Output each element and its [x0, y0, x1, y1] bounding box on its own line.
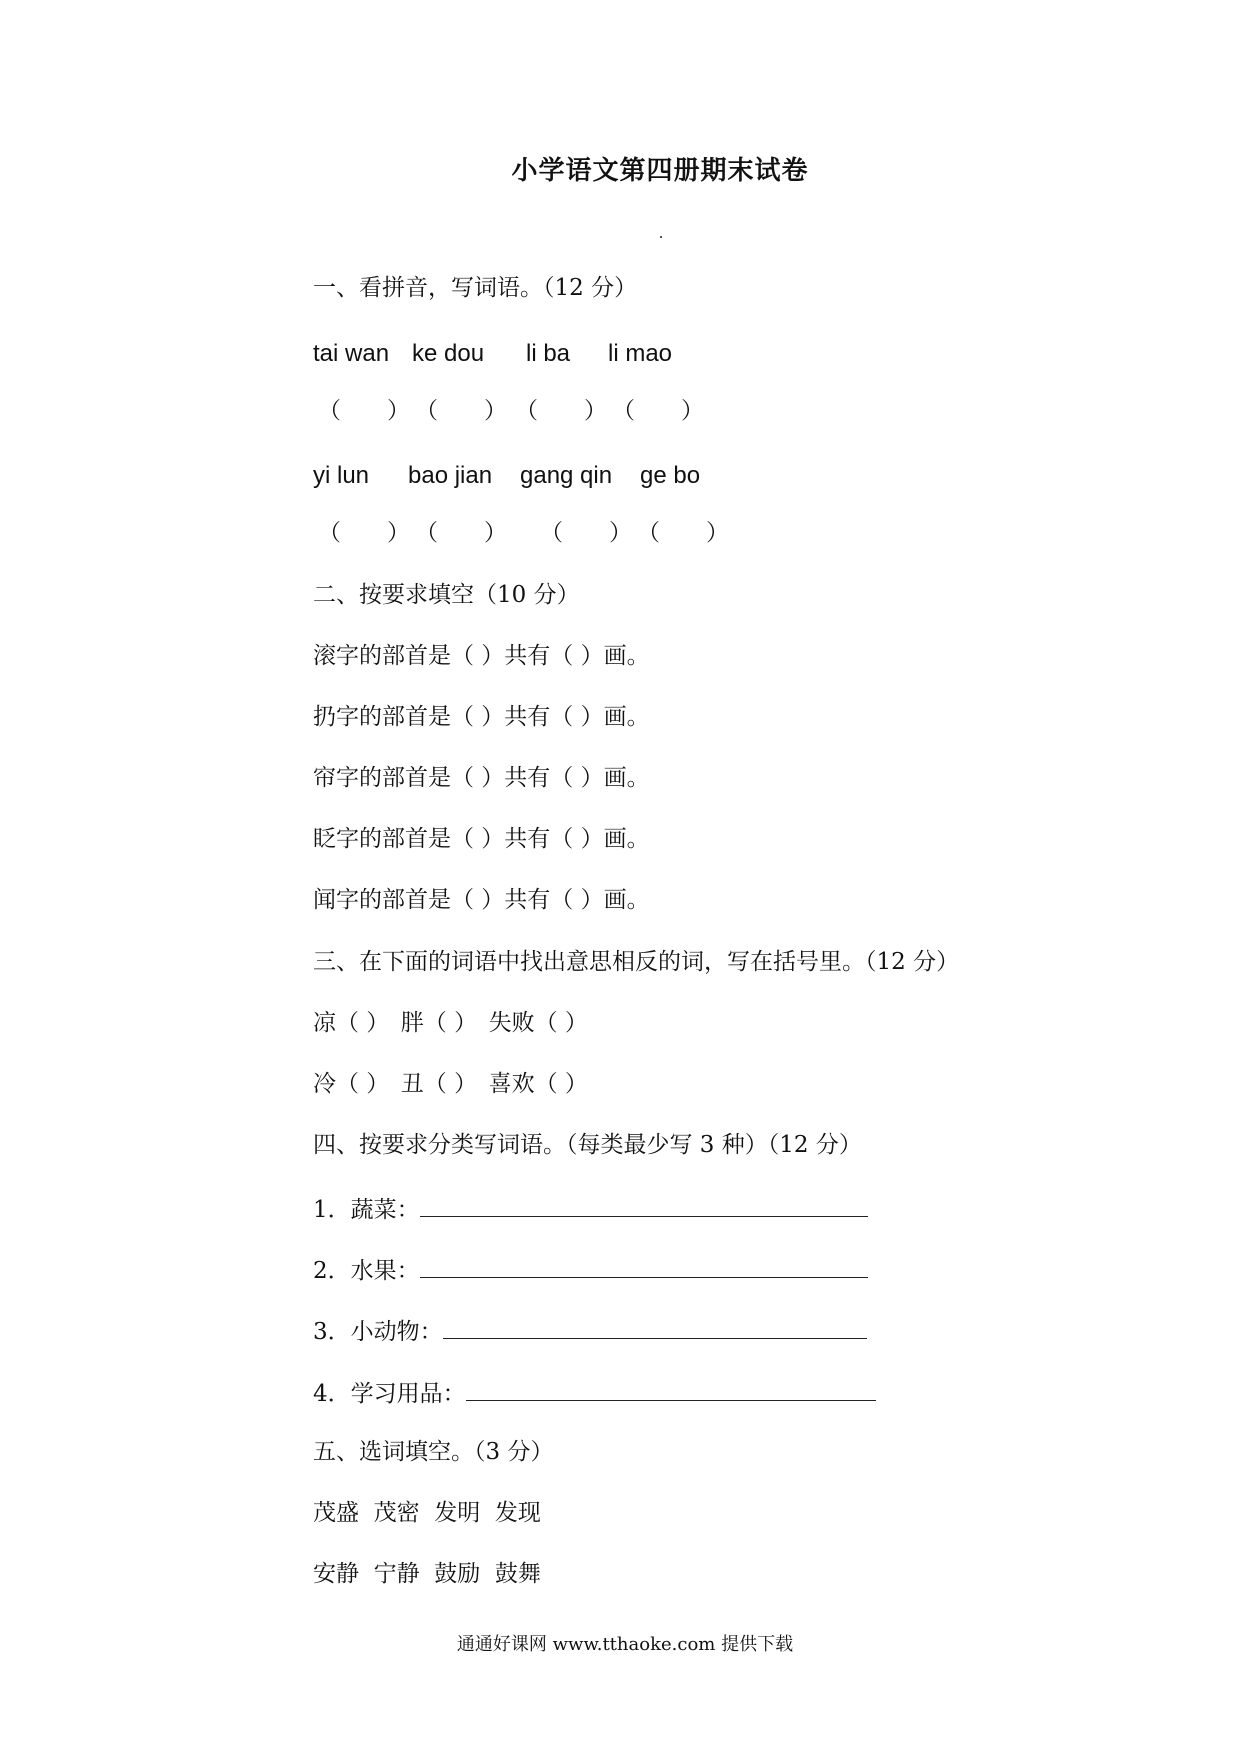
answer-paren-3: （ ） — [515, 398, 607, 424]
category-label: 3．小动物： — [313, 1319, 443, 1345]
pinyin-5: yi lun — [313, 462, 370, 489]
answer-line — [443, 1318, 867, 1339]
radical-item-2: 扔字的部首是（ ）共有（ ）画。 — [313, 704, 650, 730]
answer-line — [420, 1196, 868, 1217]
answer-paren-6: （ ） — [415, 520, 507, 546]
answer-paren-5: （ ） — [318, 520, 410, 546]
pinyin-2: ke dou — [412, 340, 485, 367]
radical-item-3: 帘字的部首是（ ）共有（ ）画。 — [313, 765, 650, 791]
pinyin-7: gang qin — [520, 462, 613, 489]
category-animals — [313, 1318, 867, 1344]
category-fruits — [313, 1257, 868, 1283]
section1-heading: 一、看拼音，写词语。（12 分） — [313, 275, 638, 301]
answer-paren-2: （ ） — [415, 398, 507, 424]
word-bank-row-2: 安静 宁静 鼓励 鼓舞 — [313, 1561, 541, 1587]
antonym-row-1: 凉（ ） 胖（ ） 失败（ ） — [313, 1010, 588, 1036]
section5-heading: 五、选词填空。（3 分） — [313, 1439, 554, 1465]
section4-heading: 四、按要求分类写词语。（每类最少写 3 种）（12 分） — [313, 1132, 862, 1158]
answer-paren-7: （ ） — [540, 520, 632, 546]
word-bank-row-1: 茂盛 茂密 发明 发现 — [313, 1500, 541, 1526]
exam-title: 小学语文第四册期末试卷 — [511, 156, 809, 186]
category-label: 1．蔬菜： — [313, 1197, 420, 1223]
stray-dot — [660, 236, 662, 238]
pinyin-4: li mao — [608, 340, 673, 367]
pinyin-6: bao jian — [408, 462, 493, 489]
category-supplies — [313, 1380, 876, 1406]
page-footer: 通通好课网 www.tthaoke.com 提供下载 — [456, 1634, 794, 1655]
answer-paren-8: （ ） — [637, 520, 729, 546]
category-label: 4．学习用品： — [313, 1381, 466, 1407]
pinyin-3: li ba — [526, 340, 571, 367]
radical-item-1: 滚字的部首是（ ）共有（ ）画。 — [313, 643, 650, 669]
pinyin-1: tai wan — [313, 340, 390, 367]
answer-paren-1: （ ） — [318, 398, 410, 424]
radical-item-5: 闻字的部首是（ ）共有（ ）画。 — [313, 887, 650, 913]
antonym-row-2: 冷（ ） 丑（ ） 喜欢（ ） — [313, 1071, 588, 1097]
answer-paren-4: （ ） — [612, 398, 704, 424]
section2-heading: 二、按要求填空（10 分） — [313, 582, 580, 608]
answer-line — [466, 1380, 876, 1401]
pinyin-8: ge bo — [640, 462, 701, 489]
category-vegetables — [313, 1196, 868, 1222]
section3-heading: 三、在下面的词语中找出意思相反的词，写在括号里。（12 分） — [313, 949, 960, 975]
category-label: 2．水果： — [313, 1258, 420, 1284]
radical-item-4: 眨字的部首是（ ）共有（ ）画。 — [313, 826, 650, 852]
answer-line — [420, 1257, 868, 1278]
